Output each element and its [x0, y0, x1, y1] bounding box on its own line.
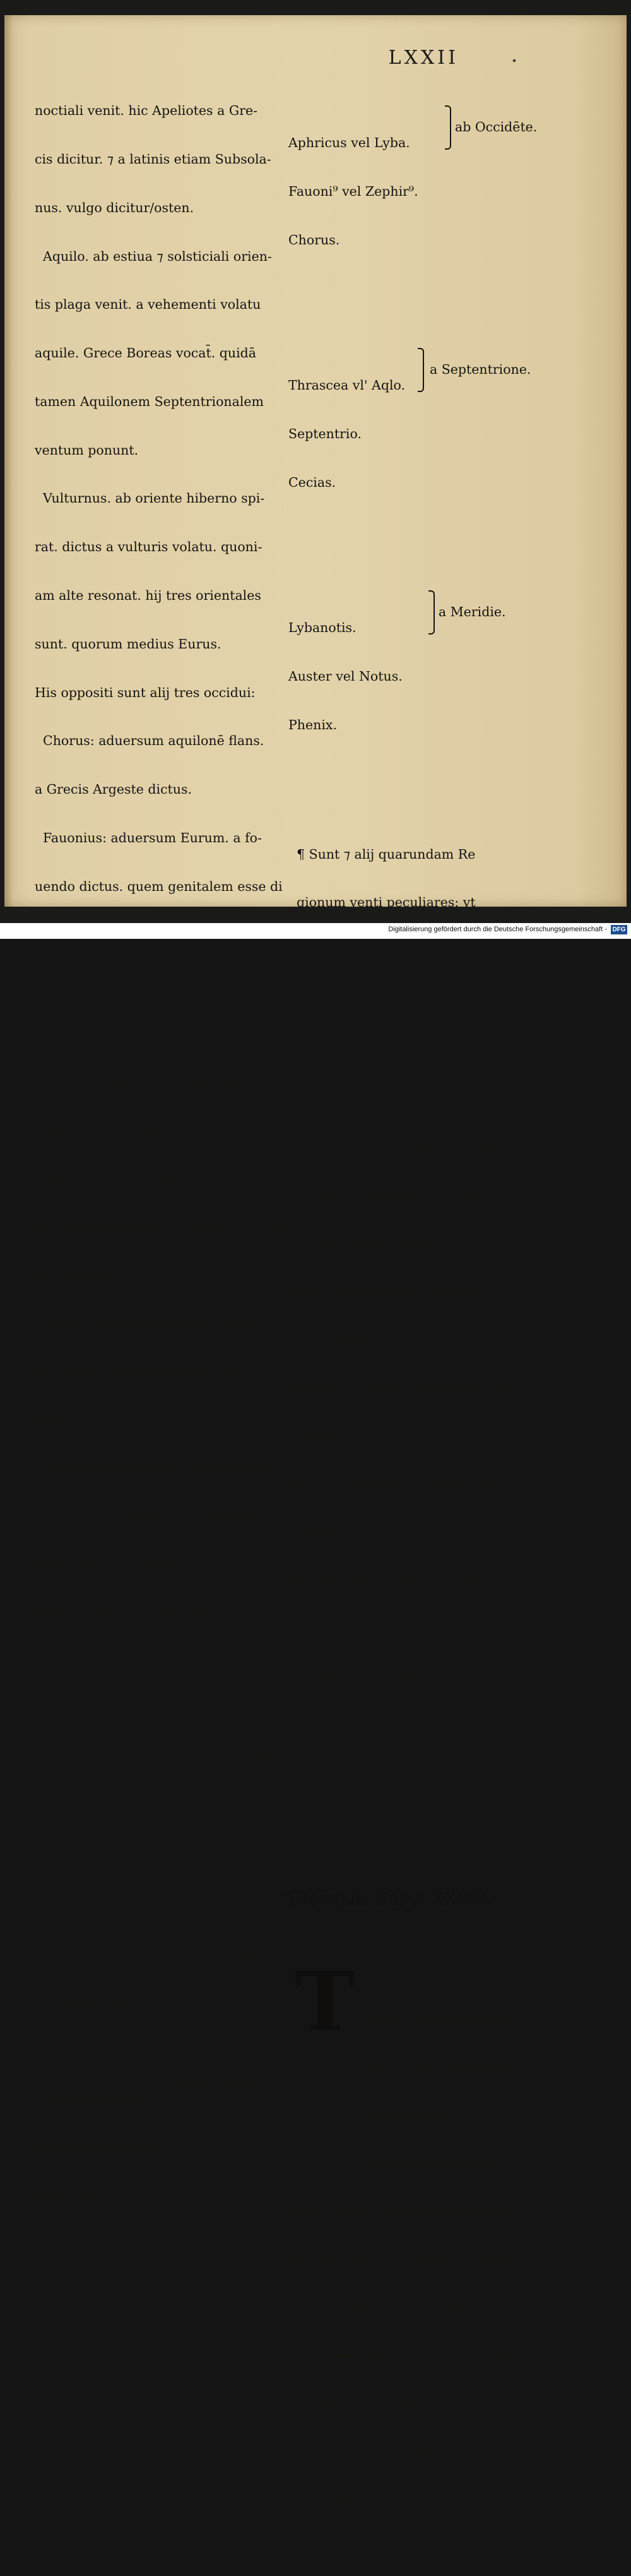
- chapter-title: Tempus. Caput XXXIX.: [298, 1888, 492, 1909]
- text-line: pescunt.: [288, 1525, 353, 1541]
- text-line: Circi⁹: in Narbonensi Prouincia.: [288, 991, 506, 1007]
- text-line: sceam: Inter Aquilonem ⁊ exortum: [35, 1799, 261, 1815]
- wind-item: Eurus vel Subsolanus: [35, 2139, 176, 2154]
- wind-item: Cecias.: [288, 474, 336, 490]
- text-line: meridiem Phenica: Inter lyba ⁊ no-: [35, 1945, 261, 1960]
- wind-group-label: a Septentrione.: [430, 362, 531, 378]
- text-line: Scyron: Atheniensium.: [288, 943, 445, 959]
- text-line: trionem. s. ⁊ Occasum solsticialē Thra: [35, 1751, 285, 1767]
- text-line: est. Grece Notus appellatur. Zey.: [35, 1363, 250, 1379]
- wind-item: Lybanotis.: [288, 620, 357, 636]
- text-line: His oppositi sunt alij tres occidui:: [35, 684, 256, 700]
- wind-group-west: [288, 103, 541, 313]
- wind-item: Vulturnus.: [35, 2187, 103, 2203]
- text-line: tus. Grece Aparctias. qui a Septen-: [35, 1508, 264, 1524]
- text-line: septemq̧ triones: [288, 1622, 403, 1637]
- text-line: Fauonius: aduersum Eurum. a fo-: [35, 830, 262, 845]
- text-line: mundi ⁊ mot⁹: diuisum in partes ali-: [288, 2204, 522, 2220]
- text-line: Chorus: aduersum aquilonē flans.: [35, 733, 264, 749]
- wind-group-label: a Meridie.: [439, 604, 506, 619]
- text-line: tamen Aquilonem Septentrionalem: [35, 393, 264, 409]
- text-line: Dies feminino genere. tempus in-: [288, 2349, 515, 2365]
- brace-mark: [172, 2061, 179, 2105]
- brace-mark: [428, 590, 435, 635]
- wind-group-north: [288, 345, 541, 556]
- dropcap-paragraph: [288, 1955, 541, 2543]
- text-line: gna recessit: [288, 1331, 377, 1347]
- text-line: sibi inuicem contrarie. sex habere ven-: [35, 1218, 290, 1234]
- text-line: equinoctialem Ceciam. qui nubes ad: [35, 1848, 273, 1864]
- wind-item: Chorus.: [288, 232, 340, 247]
- text-line: Aphricus: aduersus Vulturnum.: [35, 1024, 248, 1040]
- text-line: Nubibus assiduis pluuioq̧ made-: [288, 1767, 498, 1783]
- wind-group-label: ab Occidēte.: [455, 119, 538, 135]
- text-line: quattuor inserentes: Inter Septen-: [35, 1702, 260, 1718]
- wind-item: Thrascea vl' Aqlo.: [288, 378, 406, 393]
- text-line: cis dicitur. ⁊ a latinis etiam Subsola-: [35, 151, 271, 167]
- text-line: Horrifer inuasit Boreas: contraria: [288, 1670, 510, 1686]
- wind-item: Aphricus vel Lyba.: [288, 135, 410, 151]
- text-line: trione flat/ von Mitternacht. Zey.: [35, 1557, 249, 1573]
- text-line: ¶ De ventis Ouidius sic:: [288, 1234, 460, 1249]
- text-line: cuntur/westen. Hoc modo due iste: [35, 1121, 261, 1136]
- chapter-heading: [286, 1883, 541, 1914]
- wind-item: Auster vel Notus.: [288, 668, 403, 684]
- footer-credit: Digitalisierung gefördert durch die Deutsche Forschungsgemeinschaft -: [388, 926, 607, 933]
- ink-speck: [512, 59, 516, 62]
- text-line: Auster autem meridionalis ventus: [35, 1315, 265, 1330]
- text-line: gionum venti peculiares: vt: [288, 895, 476, 910]
- text-line: am alte resonat. hij tres orientales: [35, 588, 261, 603]
- text-line: Eurus ad auroram Nabatheaq̧ re: [288, 1282, 502, 1298]
- text-line: ortu solis vsq̧ ad occasum/ tag.: [288, 2495, 491, 2510]
- text-line: se trahit: Inter ortum brumalem ⁊: [35, 1897, 256, 1912]
- wind-group-south: [288, 588, 541, 798]
- drop-cap-initial: T: [295, 1955, 355, 2050]
- text-line: ¶ Sunt ⁊ alij quarundam Re: [288, 846, 476, 862]
- text-line: sunt. quorum medius Eurus.: [35, 636, 221, 652]
- brace-mark: [445, 105, 451, 150]
- text-line: tutinis.: [288, 1428, 343, 1443]
- page-number: LXXII: [388, 47, 459, 69]
- brace-mark: [418, 348, 424, 392]
- text-line: Süden. Addunt quidā adhuc quat: [35, 1606, 251, 1621]
- text-line: Vulturnus. ab oriente hiberno spi-: [35, 491, 265, 506]
- text-line: colligitur/ zeyt.: [363, 2107, 463, 2123]
- left-column: [35, 71, 290, 2301]
- wind-item: Aquilo vel Boreas.: [35, 2090, 154, 2106]
- text-line: tis plaga venit. a vehementi volatu: [35, 297, 261, 313]
- wind-item: Phenix.: [288, 717, 337, 732]
- text-line: Tempus: est interuallū: [288, 2156, 493, 2171]
- text-line: scit ab Austro.: [288, 1816, 392, 1832]
- text-line: Atabulus alius in Apulia ventus.: [288, 1137, 504, 1153]
- footer-bar: [0, 923, 631, 939]
- text-line: Aquilo. ab estiua ⁊ solsticiali orien-: [35, 248, 272, 264]
- right-column: [288, 71, 541, 2576]
- text-line: nore temperato tempus dictum est.: [288, 2301, 521, 2317]
- pilcrow-icon: ¶: [286, 1883, 299, 1910]
- wind-item: Fauoni⁹ vel Zephir⁹.: [288, 184, 418, 200]
- dfg-logo: DFG: [611, 925, 627, 934]
- text-line: tos videntur.: [35, 1266, 117, 1282]
- text-line: tuor. q̄ duodecim fiant. inter hos: [35, 1654, 246, 1670]
- text-line: ventum ponunt.: [35, 442, 139, 458]
- text-line: aquile. Grece Boreas vocat̄. quidā: [35, 345, 256, 361]
- text-line: norden.: [35, 1412, 86, 1428]
- text-line: tum Lybanoton.: [35, 1993, 138, 2009]
- text-line: Iapix. vent⁹ ex Apulia proficiscens: [288, 1040, 519, 1056]
- text-line: Empus: certa dimensio:: [363, 2010, 518, 2026]
- wind-group-east: [35, 2058, 284, 2269]
- wind-item: Septentrio.: [288, 426, 362, 442]
- text-line: quot ab solis ⁊ lune cursu. a quo⁊ te-: [288, 2252, 528, 2268]
- text-line: nus. vulgo dicitur/osten.: [35, 200, 194, 215]
- text-line: terminatum: vt multa dies/ zeyt.: [288, 2398, 499, 2414]
- text-line: tellus: [288, 1719, 333, 1734]
- text-line: uendo dictus. quem genitalem esse di: [35, 878, 283, 894]
- text-line: noctiali venit. hic Apeliotes a Gre-: [35, 103, 258, 119]
- text-line: Orithia ⁊ Chelidonia: Zephir⁹ est.: [288, 1185, 513, 1201]
- text-line: Vesper ⁊ occiduo que littore sole te-: [288, 1476, 523, 1492]
- text-line: Proxima sunt Zephiro: Scythiam: [288, 1573, 500, 1589]
- text-line: Greci Lyba appellant. Hij vulgo di: [35, 1072, 256, 1088]
- text-line: Dies masc. horar xij. ⁊ tempus ab: [288, 2447, 515, 2462]
- text-line: Septentrio siue septentrionalis ven: [35, 1460, 273, 1476]
- text-line: regiones celi Orientis Occidentisq̧: [35, 1169, 258, 1185]
- text-line: Persidaq̧: ⁊ radijs iuga subdita ma-: [288, 1380, 516, 1395]
- text-line: que ex celi conuersione: [363, 2058, 518, 2074]
- text-line: a Grecis Argeste dictus.: [35, 782, 192, 797]
- text-line: phirus dicitur.: [35, 975, 127, 991]
- text-line: aduersus Eurum flat.: [288, 1088, 427, 1104]
- text-line: rat. dictus a vulturis volatu. quoni-: [35, 539, 262, 555]
- wind-group-label: ab Oriente.: [184, 2075, 258, 2090]
